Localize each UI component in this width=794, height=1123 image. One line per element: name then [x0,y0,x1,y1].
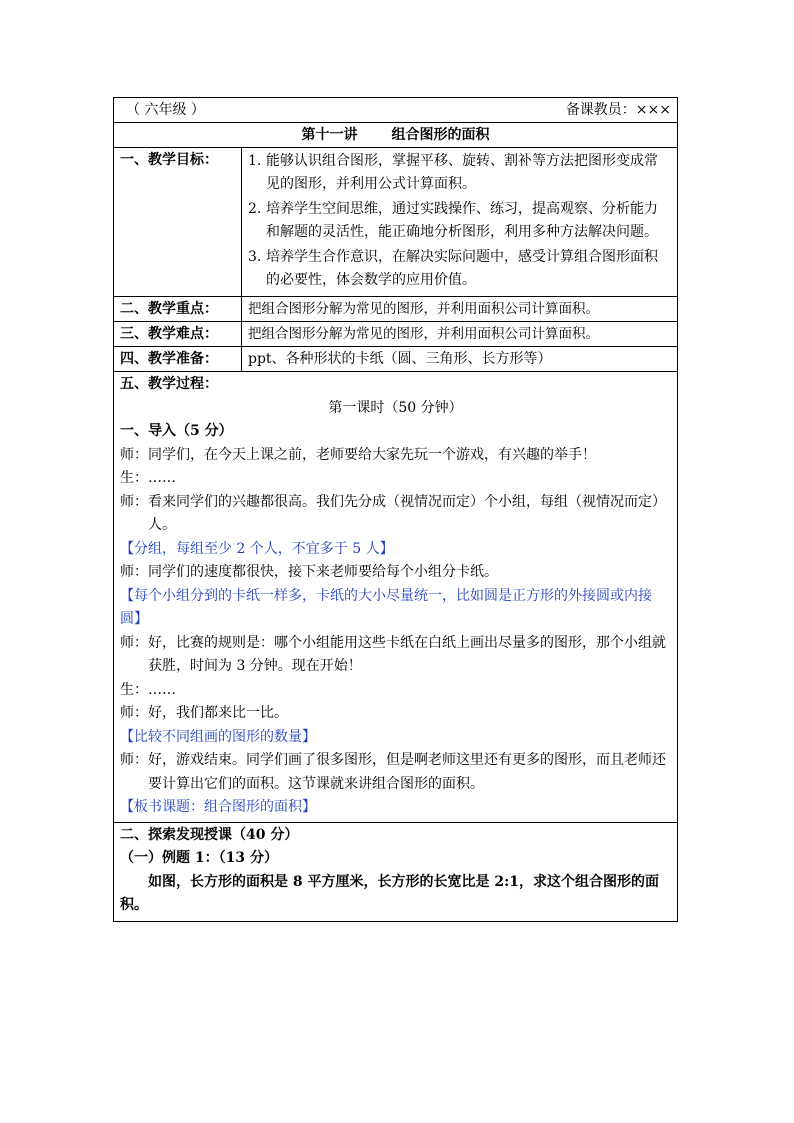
session-title: 第一课时（50 分钟） [328,399,463,416]
difficulty-label: 三、教学难点： [114,322,242,347]
preparation-label: 四、教学准备： [114,347,242,372]
key-point-label: 二、教学重点： [114,297,242,322]
key-point-text: 把组合图形分解为常见的图形，并利用面积公司计算面积。 [242,297,678,322]
process-row [114,372,678,823]
lesson-topic: 组合图形的面积 [391,127,490,143]
dialogue-line: 师：好，我们都来比一比。 [120,705,288,721]
dialogue-line: 师：好，游戏结束。同学们画了很多图形，但是啊老师这里还有更多的图形，而且老师还要计算出它们的面积。这节课就来讲组合图形的面积。 [120,752,666,792]
lesson-plan [113,97,677,922]
difficulty-row [114,322,678,347]
header-row [114,98,678,123]
preparation-text: ppt、各种形状的卡纸（圆、三角形、长方形等） [242,347,678,372]
objectives-row [114,148,678,297]
teacher-label: 备课教员：××× [565,102,672,118]
explore-row [114,822,678,921]
intro-heading: 一、导入（5 分） [120,423,233,439]
teaching-note: 【每个小组分到的卡纸一样多，卡纸的大小尽量统一，比如圆是正方形的外接圆或内接圆】 [120,587,652,627]
example-text: 如图，长方形的面积是 8 平方厘米，长方形的长宽比是 2:1，求这个组合图形的面积。 [120,873,660,913]
teaching-note: 【分组，每组至少 2 个人，不宜多于 5 人】 [120,540,394,557]
dialogue-line: 师：同学们，在今天上课之前，老师要给大家先玩一个游戏，有兴趣的举手！ [120,446,596,463]
example-heading: （一）例题 1：（13 分） [120,850,278,866]
objective-item: 3. 培养学生合作意识，在解决实际问题中，感受计算组合图形面积的必要性，体会数学的应用价值。 [248,249,658,288]
dialogue-line: 师：看来同学们的兴趣都很高。我们先分成（视情况而定）个小组，每组（视情况而定）人。 [120,493,666,533]
objective-item: 1. 能够认识组合图形，掌握平移、旋转、割补等方法把图形变成常见的图形，并利用公式计算面积。 [248,153,658,192]
preparation-row [114,347,678,372]
teaching-note: 【比较不同组画的图形的数量】 [120,728,316,745]
process-label: 五、教学过程： [120,376,218,392]
key-point-row [114,297,678,322]
title-row [114,123,678,148]
dialogue-line: 生：…… [120,470,176,486]
objective-item: 2. 培养学生空间思维，通过实践操作、练习，提高观察、分析能力和解题的灵活性，能正确地分析图形，利用多种方法解决问题。 [248,201,658,240]
explore-heading: 二、探索发现授课（40 分） [120,826,299,843]
grade-label: （ 六年级 ） [126,102,205,118]
lesson-plan-table [113,97,678,922]
lesson-number: 第十一讲 [301,127,358,143]
difficulty-text: 把组合图形分解为常见的图形，并利用面积公司计算面积。 [242,322,678,347]
dialogue-line: 生：…… [120,681,176,698]
dialogue-line: 师：同学们的速度都很快，接下来老师要给每个小组分卡纸。 [120,564,498,580]
teaching-note: 【板书课题：组合图形的面积】 [120,799,316,815]
objectives-label: 一、教学目标： [114,148,242,297]
dialogue-line: 师：好，比赛的规则是：哪个小组能用这些卡纸在白纸上画出尽量多的图形，那个小组就获胜，时间为 3 分钟。现在开始！ [120,634,666,674]
